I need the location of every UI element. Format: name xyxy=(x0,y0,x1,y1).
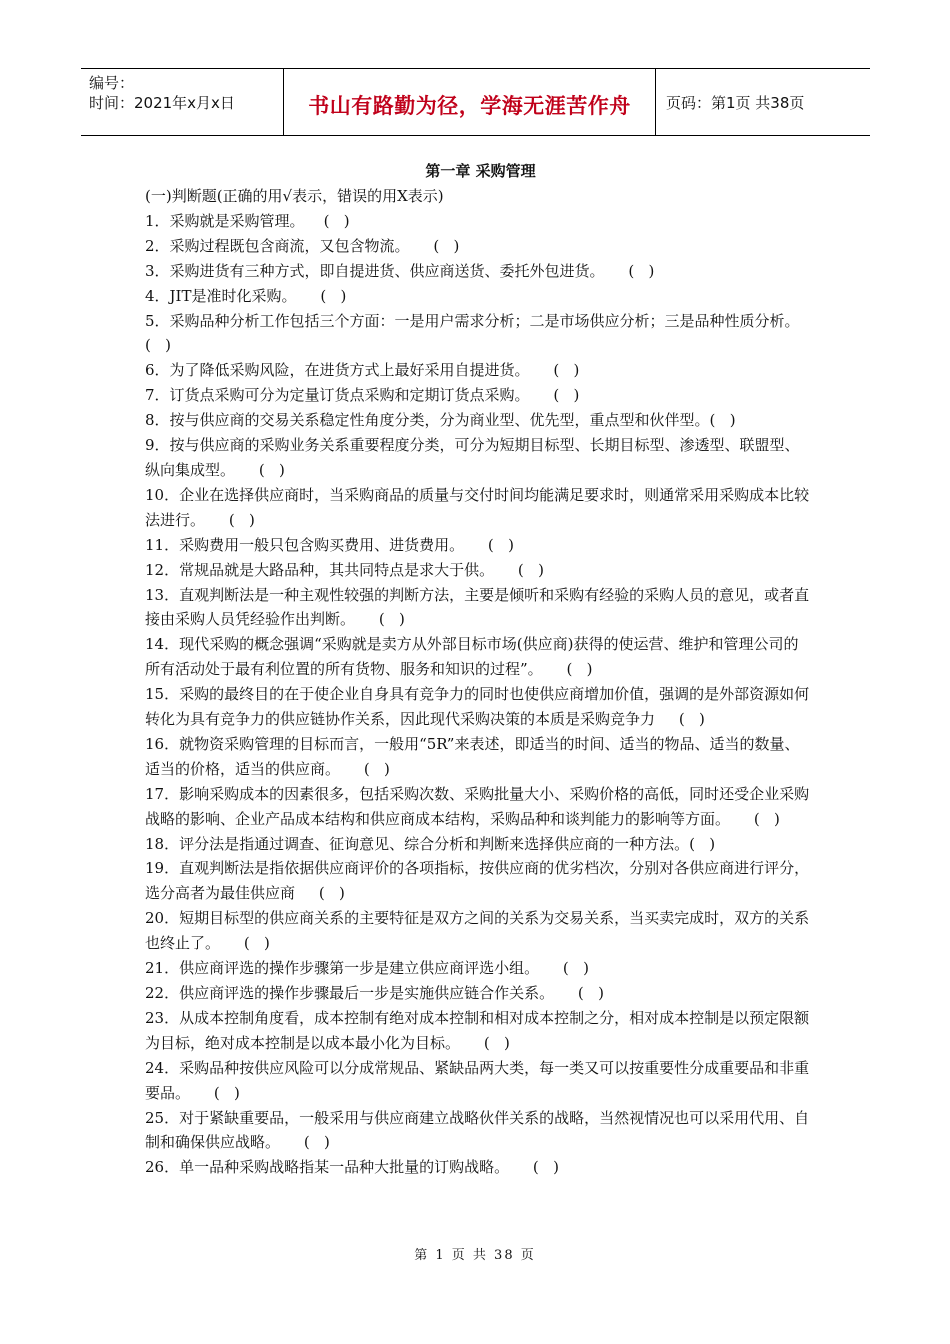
question-item: 14．现代采购的概念强调“采购就是卖方从外部目标市场(供应商)获得的使运营、维护和管理公司的所有活动处于最有利位置的所有货物、服务和知识的过程”。 ( ) xyxy=(145,635,799,679)
page-label: 页码：第1页 共38页 xyxy=(666,93,805,112)
question-item: 24．采购品种按供应风险可以分成常规品、紧缺品两大类，每一类又可以按重要性分成重要品和非重要品。 ( ) xyxy=(145,1058,810,1102)
question-item: 1．采购就是采购管理。 ( ) xyxy=(145,211,350,230)
question-item: 15．采购的最终目的在于使企业自身具有竞争力的同时也使供应商增加价值，强调的是外部资源如何转化为具有竞争力的供应链协作关系，因此现代采购决策的本质是采购竞争力 ( ) xyxy=(145,685,810,729)
question-item: 11．采购费用一般只包含购买费用、进货费用。 ( ) xyxy=(145,535,514,554)
header-page-cell xyxy=(656,69,870,135)
question-item: 5．采购品种分析工作包括三个方面：一是用户需求分析；二是市场供应分析；三是品种性质分析。 ( ) xyxy=(145,311,824,355)
question-item: 16．就物资采购管理的目标而言，一般用“5R”来表述，即适当的时间、适当的物品、适当的数量、适当的价格，适当的供应商。 ( ) xyxy=(145,734,800,778)
question-item: 4．JIT是准时化采购。 ( ) xyxy=(145,286,347,305)
page-footer: 第 1 页 共 38 页 xyxy=(414,1248,536,1263)
question-item: 18．评分法是指通过调查、征询意见、综合分析和判断来选择供应商的一种方法。( ) xyxy=(145,834,716,853)
motto: 书山有路勤为径，学海无涯苦作舟 xyxy=(308,94,631,118)
header-motto-cell xyxy=(284,69,656,135)
question-item: 7．订货点采购可分为定量订货点采购和定期订货点采购。 ( ) xyxy=(145,386,580,405)
question-item: 23．从成本控制角度看，成本控制有绝对成本控制和相对成本控制之分，相对成本控制是以预定限额为目标，绝对成本控制是以成本最小化为目标。 ( ) xyxy=(145,1008,810,1052)
question-item: 19．直观判断法是指依据供应商评价的各项指标，按供应商的优劣档次，分别对各供应商进行评分，选分高者为最佳供应商 ( ) xyxy=(145,859,810,903)
question-item: 21．供应商评选的操作步骤第一步是建立供应商评选小组。 ( ) xyxy=(145,959,589,978)
question-item: 26．单一品种采购战略指某一品种大批量的订购战略。 ( ) xyxy=(145,1158,559,1177)
question-item: 12．常规品就是大路品种，其共同特点是求大于供。 ( ) xyxy=(145,560,544,579)
question-item: 25．对于紧缺重要品，一般采用与供应商建立战略伙伴关系的战略，当然视情况也可以采用代用、自制和确保供应战略。 ( ) xyxy=(145,1108,810,1152)
code-label: 编号： xyxy=(89,74,135,92)
question-item: 20．短期目标型的供应商关系的主要特征是双方之间的关系为交易关系，当买卖完成时，双方的关系也终止了。 ( ) xyxy=(145,909,810,953)
question-item: 17．影响采购成本的因素很多，包括采购次数、采购批量大小、采购价格的高低，同时还受企业采购战略的影响、企业产品成本结构和供应商成本结构，采购品种和谈判能力的影响等方面。 ( ) xyxy=(145,784,810,828)
header-meta xyxy=(81,69,284,135)
date-label: 时间：2021年x月x日 xyxy=(89,94,235,112)
question-item: 8．按与供应商的交易关系稳定性角度分类，分为商业型、优先型，重点型和伙伴型。( ) xyxy=(145,411,736,430)
question-item: 10．企业在选择供应商时，当采购商品的质量与交付时间均能满足要求时，则通常采用采购成本比较法进行。 ( ) xyxy=(145,485,810,529)
document-header xyxy=(81,68,870,136)
section-title: (一)判断题(正确的用√表示，错误的用X表示) xyxy=(145,187,444,205)
question-item: 9．按与供应商的采购业务关系重要程度分类，可分为短期目标型、长期目标型、渗透型、联盟型、纵向集成型。 ( ) xyxy=(145,436,800,479)
question-item: 2．采购过程既包含商流，又包含物流。 ( ) xyxy=(145,236,460,255)
question-item: 3．采购进货有三种方式，即自提进货、供应商送货、委托外包进货。 ( ) xyxy=(145,261,655,280)
question-item: 6．为了降低采购风险，在进货方式上最好采用自提进货。 ( ) xyxy=(145,361,580,380)
document-body xyxy=(145,158,824,1180)
question-item: 22．供应商评选的操作步骤最后一步是实施供应链合作关系。 ( ) xyxy=(145,984,604,1002)
chapter-title: 第一章 采购管理 xyxy=(425,162,536,180)
question-item: 13．直观判断法是一种主观性较强的判断方法，主要是倾听和采购有经验的采购人员的意见，或者直接由采购人员凭经验作出判断。 ( ) xyxy=(145,585,810,629)
